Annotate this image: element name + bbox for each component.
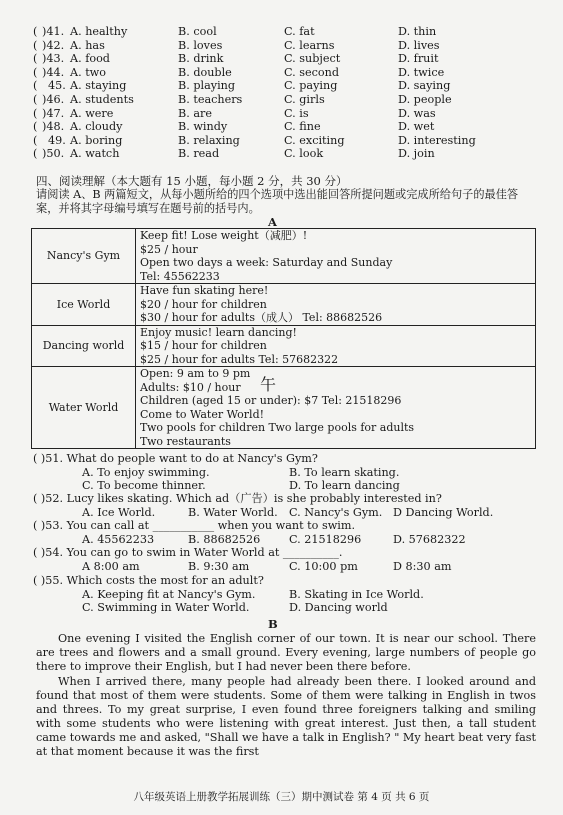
ad-line: Open two days a week: Saturday and Sunday (140, 256, 393, 269)
ad-line: Adults: $10 / hour (140, 380, 241, 394)
answer-option-d: D. 57682322 (393, 532, 466, 546)
ad-details (136, 325, 536, 367)
option-b: B. read (178, 147, 220, 161)
option-row (0, 79, 563, 93)
ad-line: Come to Water World! (140, 407, 265, 421)
answer-option-a: A. To enjoy swimming. (82, 465, 210, 479)
option-d: D. thin (398, 25, 437, 38)
option-b: B. teachers (178, 93, 243, 106)
option-a: A. healthy (70, 25, 128, 38)
ad-details (136, 367, 536, 449)
option-b: B. windy (178, 120, 228, 134)
ad-row (32, 229, 536, 284)
answer-option-b: B. 88682526 (188, 532, 261, 546)
question-number: )46. (42, 93, 65, 106)
option-c: C. second (284, 65, 340, 79)
option-a: A. food (70, 52, 110, 66)
answer-option-c: C. Swimming in Water World. (82, 601, 250, 614)
ad-line: $15 / hour for children (140, 339, 267, 352)
passage-b-label: B (268, 617, 278, 631)
option-d: D. interesting (398, 133, 476, 147)
option-c: C. paying (284, 79, 338, 93)
option-d: D. was (398, 106, 436, 120)
question-number: )48. (42, 120, 65, 134)
answer-bracket[interactable]: ( (33, 120, 38, 134)
option-d: D. saying (398, 79, 451, 93)
answer-bracket[interactable]: ( (33, 38, 38, 52)
passage-paragraph-2: When I arrived there, many people had already been there. I looked around and found that most of them were students. Some of them were talking in English in twos and threes. To my great surprise, I even found three foreigners talking and smiling with some students who were listening with great interest. Just then, a tall student came towards me and asked, "Shall we have a talk in English? " My heart beat very fast at that moment because it was the first (36, 675, 536, 758)
option-b: B. drink (178, 52, 224, 66)
option-a: A. two (70, 65, 106, 79)
option-c: C. look (284, 147, 324, 161)
option-row (0, 52, 563, 66)
option-d: D. people (398, 93, 452, 106)
answer-option-c: C. To become thinner. (82, 479, 206, 492)
ad-line: Children (aged 15 or under): $7 Tel: 21518296 (140, 394, 402, 407)
answer-option-a: A 8:00 am (82, 559, 140, 573)
answer-option-d: D Dancing World. (393, 505, 494, 519)
option-a: A. boring (70, 133, 123, 147)
answer-bracket[interactable]: ( (33, 79, 38, 93)
answer-option-b: B. Water World. (188, 505, 278, 519)
ad-name: Water World (32, 367, 136, 449)
question-stem: ( )53. You can call at ___________ when you want to swim. (33, 519, 356, 532)
ad-line: Two restaurants (140, 434, 231, 448)
option-row (0, 25, 563, 39)
option-b: B. cool (178, 25, 217, 38)
option-c: C. exciting (284, 133, 345, 147)
answer-option-c: C. 10:00 pm (289, 559, 358, 573)
ad-line: Tel: 45562233 (140, 269, 220, 283)
option-row (0, 147, 563, 161)
option-d: D. fruit (398, 52, 439, 66)
question-stem: ( )52. Lucy likes skating. Which ad（广告）is she probably interested in? (33, 492, 442, 505)
question-stem: ( )54. You can go to swim in Water World at __________. (33, 546, 343, 559)
option-b: B. playing (178, 79, 236, 93)
ad-line: $30 / hour for adults（成人） Tel: 88682526 (140, 311, 383, 324)
answer-bracket[interactable]: ( (33, 52, 38, 66)
option-a: A. staying (70, 79, 127, 93)
ad-details (136, 284, 536, 326)
ad-row (32, 325, 536, 367)
option-row (0, 134, 563, 148)
option-c: C. fine (284, 120, 321, 134)
answer-option-b: B. 9:30 am (188, 559, 250, 573)
ad-name: Dancing world (32, 325, 136, 367)
option-a: A. cloudy (70, 120, 123, 134)
answer-bracket[interactable]: ( (33, 93, 38, 106)
ad-line: $25 / hour for adults Tel: 57682322 (140, 352, 339, 366)
option-c: C. subject (284, 52, 341, 66)
answer-option-d: D. To learn dancing (289, 479, 400, 492)
answer-option-a: A. Ice World. (82, 505, 156, 519)
option-c: C. girls (284, 93, 325, 106)
answer-bracket[interactable]: ( (33, 147, 38, 161)
option-d: D. twice (398, 65, 445, 79)
option-c: C. learns (284, 38, 335, 52)
question-number: )43. (42, 52, 65, 66)
page-footer: 八年级英语上册教学拓展训练（三）期中测试卷 第 4 页 共 6 页 (133, 791, 430, 803)
question-number: )42. (42, 38, 65, 52)
option-b: B. double (178, 65, 232, 79)
answer-option-d: D 8:30 am (393, 559, 452, 573)
option-b: B. relaxing (178, 133, 240, 147)
option-d: D. wet (398, 120, 435, 134)
ad-details (136, 229, 536, 284)
answer-bracket[interactable]: ( (33, 106, 38, 120)
handwritten-mark: 午 (260, 375, 277, 394)
ad-line: $25 / hour (140, 242, 198, 256)
question-number: 49. (48, 133, 66, 147)
question-stem: ( )55. Which costs the most for an adult? (33, 574, 264, 587)
passage-paragraph-1: One evening I visited the English corner of our town. It is near our school. There are trees and flowers and a small ground. Every evening, large numbers of people go there to improve their English, but I had never been there before. (36, 632, 536, 673)
answer-option-d: D. Dancing world (289, 601, 388, 614)
option-d: D. lives (398, 38, 440, 52)
answer-option-a: A. Keeping fit at Nancy's Gym. (82, 587, 256, 601)
option-a: A. has (70, 38, 105, 52)
option-row (0, 107, 563, 121)
option-a: A. watch (70, 147, 120, 161)
option-b: B. are (178, 106, 212, 120)
ad-row (32, 284, 536, 326)
ad-line: Keep fit! Lose weight（减肥）! (140, 229, 308, 242)
ad-line: Two pools for children Two large pools for adults (140, 421, 415, 434)
section-title: 四、阅读理解（本大题有 15 小题，每小题 2 分，共 30 分） (36, 174, 348, 188)
ad-name: Nancy's Gym (32, 229, 136, 284)
ad-line: Enjoy music! learn dancing! (140, 325, 297, 339)
question-number: )50. (42, 147, 65, 161)
answer-bracket[interactable]: ( (33, 25, 38, 38)
answer-bracket[interactable]: ( (33, 133, 38, 147)
ads-table (31, 228, 536, 449)
ad-line: Have fun skating here! (140, 284, 269, 297)
option-d: D. join (398, 147, 435, 161)
option-c: C. is (284, 106, 309, 120)
ad-line: $20 / hour for children (140, 297, 267, 311)
question-number: 45. (48, 79, 66, 93)
option-row (0, 93, 563, 107)
option-a: A. were (70, 106, 114, 120)
option-b: B. loves (178, 38, 223, 52)
question-number: )44. (42, 65, 65, 79)
answer-option-b: B. To learn skating. (289, 465, 400, 479)
answer-option-b: B. Skating in Ice World. (289, 587, 424, 601)
passage-a-label: A (268, 215, 277, 229)
answer-option-c: C. 21518296 (289, 532, 362, 546)
answer-bracket[interactable]: ( (33, 65, 38, 79)
question-number: )41. (42, 25, 65, 38)
question-stem: ( )51. What do people want to do at Nancy's Gym? (33, 452, 318, 465)
option-row (0, 66, 563, 80)
ad-row (32, 367, 536, 449)
question-number: )47. (42, 106, 65, 120)
answer-option-a: A. 45562233 (82, 532, 155, 546)
option-row (0, 120, 563, 134)
answer-option-c: C. Nancy's Gym. (289, 505, 383, 519)
option-row (0, 39, 563, 53)
option-c: C. fat (284, 25, 315, 38)
option-a: A. students (70, 93, 134, 106)
ad-line: Open: 9 am to 9 pm (140, 367, 251, 380)
section-instruction: 请阅读 A、B 两篇短文，从每小题所给的四个选项中选出能回答所提问题或完成所给句子的最佳答案，并将其字母编号填写在题号前的括号内。 (36, 188, 519, 215)
ad-name: Ice World (32, 284, 136, 326)
